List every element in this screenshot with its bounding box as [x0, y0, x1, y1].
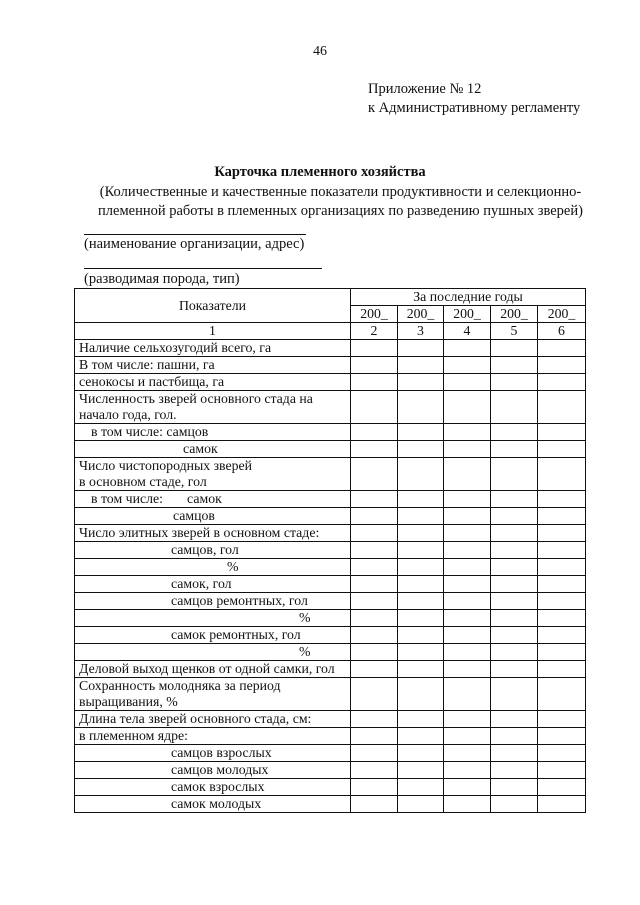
value-cell — [491, 728, 538, 745]
header-indicators: Показатели — [75, 289, 351, 323]
breeding-farm-table — [74, 288, 586, 813]
row-label: Длина тела зверей основного стада, см: — [75, 711, 351, 728]
value-cell — [444, 542, 491, 559]
page-number: 46 — [313, 44, 327, 59]
value-cell — [351, 593, 398, 610]
table-row — [75, 542, 586, 559]
table-row — [75, 593, 586, 610]
row-label: самок молодых — [75, 796, 351, 813]
value-cell — [491, 508, 538, 525]
value-cell — [351, 678, 398, 711]
row-label: в том числе: самок — [75, 491, 351, 508]
appendix-note — [368, 80, 580, 118]
value-cell — [351, 728, 398, 745]
value-cell — [398, 424, 444, 441]
value-cell — [351, 576, 398, 593]
value-cell — [444, 711, 491, 728]
col-number-6: 6 — [538, 323, 586, 340]
value-cell — [398, 661, 444, 678]
value-cell — [398, 762, 444, 779]
value-cell — [351, 491, 398, 508]
value-cell — [351, 610, 398, 627]
value-cell — [398, 728, 444, 745]
header-last-years: За последние годы — [351, 289, 586, 306]
value-cell — [491, 762, 538, 779]
breed-caption: (разводимая порода, тип) — [84, 271, 240, 287]
table-row — [75, 644, 586, 661]
value-cell — [538, 576, 586, 593]
value-cell — [491, 644, 538, 661]
value-cell — [444, 762, 491, 779]
value-cell — [538, 796, 586, 813]
row-label: сенокосы и пастбища, га — [75, 374, 351, 391]
value-cell — [538, 340, 586, 357]
value-cell — [538, 745, 586, 762]
column-number-row — [75, 323, 586, 340]
value-cell — [444, 678, 491, 711]
table-row — [75, 576, 586, 593]
value-cell — [444, 424, 491, 441]
value-cell — [398, 441, 444, 458]
value-cell — [351, 711, 398, 728]
value-cell — [538, 610, 586, 627]
row-label: Наличие сельхозугодий всего, га — [75, 340, 351, 357]
row-label: в племенном ядре: — [75, 728, 351, 745]
value-cell — [444, 779, 491, 796]
value-cell — [444, 644, 491, 661]
value-cell — [351, 508, 398, 525]
value-cell — [398, 711, 444, 728]
value-cell — [491, 711, 538, 728]
row-label: самок взрослых — [75, 779, 351, 796]
table-row — [75, 391, 586, 424]
value-cell — [444, 576, 491, 593]
value-cell — [491, 610, 538, 627]
value-cell — [491, 779, 538, 796]
value-cell — [491, 661, 538, 678]
table-row — [75, 340, 586, 357]
table-header-row — [75, 289, 586, 306]
value-cell — [538, 728, 586, 745]
table-row — [75, 745, 586, 762]
value-cell — [538, 779, 586, 796]
row-label: Число чистопородных зверей в основном стаде, гол — [75, 458, 351, 491]
table-row — [75, 762, 586, 779]
row-label: % — [75, 644, 351, 661]
value-cell — [491, 745, 538, 762]
value-cell — [444, 340, 491, 357]
table-row — [75, 796, 586, 813]
value-cell — [398, 542, 444, 559]
value-cell — [398, 576, 444, 593]
value-cell — [444, 508, 491, 525]
table-row — [75, 424, 586, 441]
row-label: самок ремонтных, гол — [75, 627, 351, 644]
col-number-4: 4 — [444, 323, 491, 340]
value-cell — [538, 374, 586, 391]
value-cell — [444, 593, 491, 610]
value-cell — [351, 391, 398, 424]
appendix-line-2: к Административному регламенту — [368, 100, 581, 116]
row-label: Деловой выход щенков от одной самки, гол — [75, 661, 351, 678]
value-cell — [398, 644, 444, 661]
value-cell — [538, 678, 586, 711]
table-row — [75, 525, 586, 542]
row-label: самцов, гол — [75, 542, 351, 559]
value-cell — [538, 593, 586, 610]
value-cell — [351, 424, 398, 441]
value-cell — [538, 661, 586, 678]
value-cell — [538, 424, 586, 441]
value-cell — [491, 357, 538, 374]
col-number-1: 1 — [75, 323, 351, 340]
value-cell — [351, 374, 398, 391]
value-cell — [351, 441, 398, 458]
value-cell — [398, 678, 444, 711]
year-col-2: 200_ — [398, 306, 444, 323]
value-cell — [398, 491, 444, 508]
col-number-3: 3 — [398, 323, 444, 340]
table-row — [75, 374, 586, 391]
value-cell — [538, 644, 586, 661]
value-cell — [538, 525, 586, 542]
value-cell — [351, 661, 398, 678]
appendix-line-1: Приложение № 12 — [368, 81, 482, 97]
value-cell — [398, 627, 444, 644]
row-label: % — [75, 559, 351, 576]
value-cell — [398, 357, 444, 374]
value-cell — [491, 593, 538, 610]
value-cell — [491, 627, 538, 644]
value-cell — [538, 491, 586, 508]
value-cell — [398, 340, 444, 357]
row-label: самцов ремонтных, гол — [75, 593, 351, 610]
value-cell — [398, 458, 444, 491]
value-cell — [444, 458, 491, 491]
value-cell — [444, 491, 491, 508]
year-col-4: 200_ — [491, 306, 538, 323]
row-label: Численность зверей основного стада на начало года, гол. — [75, 391, 351, 424]
table-row — [75, 458, 586, 491]
year-col-5: 200_ — [538, 306, 586, 323]
row-label: самцов молодых — [75, 762, 351, 779]
row-label: самок, гол — [75, 576, 351, 593]
value-cell — [538, 762, 586, 779]
value-cell — [444, 374, 491, 391]
value-cell — [398, 508, 444, 525]
breed-line — [84, 268, 322, 269]
table-row — [75, 661, 586, 678]
value-cell — [398, 796, 444, 813]
row-label: Число элитных зверей в основном стаде: — [75, 525, 351, 542]
value-cell — [398, 610, 444, 627]
value-cell — [398, 745, 444, 762]
value-cell — [491, 796, 538, 813]
table-row — [75, 711, 586, 728]
value-cell — [491, 678, 538, 711]
table-row — [75, 627, 586, 644]
table-row — [75, 441, 586, 458]
value-cell — [398, 374, 444, 391]
value-cell — [444, 728, 491, 745]
card-title: Карточка племенного хозяйства — [214, 164, 426, 180]
value-cell — [538, 508, 586, 525]
org-name-line — [84, 234, 306, 235]
value-cell — [351, 762, 398, 779]
col-number-5: 5 — [491, 323, 538, 340]
table-row — [75, 357, 586, 374]
value-cell — [444, 559, 491, 576]
value-cell — [444, 525, 491, 542]
year-col-1: 200_ — [351, 306, 398, 323]
value-cell — [398, 559, 444, 576]
table-row — [75, 728, 586, 745]
value-cell — [491, 576, 538, 593]
value-cell — [398, 391, 444, 424]
table-row — [75, 678, 586, 711]
value-cell — [538, 711, 586, 728]
value-cell — [491, 391, 538, 424]
value-cell — [491, 424, 538, 441]
value-cell — [398, 525, 444, 542]
value-cell — [351, 779, 398, 796]
value-cell — [351, 340, 398, 357]
table-row — [75, 610, 586, 627]
value-cell — [444, 745, 491, 762]
row-label: самцов взрослых — [75, 745, 351, 762]
value-cell — [351, 627, 398, 644]
value-cell — [351, 796, 398, 813]
table-row — [75, 491, 586, 508]
table-row — [75, 559, 586, 576]
value-cell — [538, 559, 586, 576]
value-cell — [444, 627, 491, 644]
org-name-caption: (наименование организации, адрес) — [84, 236, 305, 252]
value-cell — [444, 661, 491, 678]
row-label: самцов — [75, 508, 351, 525]
value-cell — [538, 357, 586, 374]
value-cell — [538, 542, 586, 559]
table-row — [75, 508, 586, 525]
row-label: % — [75, 610, 351, 627]
value-cell — [444, 796, 491, 813]
value-cell — [398, 593, 444, 610]
row-label: в том числе: самцов — [75, 424, 351, 441]
value-cell — [351, 357, 398, 374]
value-cell — [491, 525, 538, 542]
value-cell — [398, 779, 444, 796]
value-cell — [351, 559, 398, 576]
row-label: самок — [75, 441, 351, 458]
value-cell — [491, 491, 538, 508]
table-row — [75, 779, 586, 796]
value-cell — [444, 441, 491, 458]
value-cell — [538, 391, 586, 424]
value-cell — [444, 610, 491, 627]
row-label: В том числе: пашни, га — [75, 357, 351, 374]
value-cell — [538, 441, 586, 458]
value-cell — [491, 458, 538, 491]
value-cell — [351, 525, 398, 542]
row-label: Сохранность молодняка за период выращивания, % — [75, 678, 351, 711]
value-cell — [444, 391, 491, 424]
value-cell — [491, 441, 538, 458]
value-cell — [538, 627, 586, 644]
value-cell — [351, 745, 398, 762]
value-cell — [491, 340, 538, 357]
value-cell — [491, 542, 538, 559]
value-cell — [491, 559, 538, 576]
value-cell — [351, 542, 398, 559]
value-cell — [351, 644, 398, 661]
value-cell — [351, 458, 398, 491]
value-cell — [491, 374, 538, 391]
col-number-2: 2 — [351, 323, 398, 340]
value-cell — [444, 357, 491, 374]
value-cell — [538, 458, 586, 491]
year-col-3: 200_ — [444, 306, 491, 323]
card-subtitle: (Количественные и качественные показатели продуктивности и селекционно-племенной работы в племенных организациях по разведению пушных зверей) — [98, 184, 583, 219]
